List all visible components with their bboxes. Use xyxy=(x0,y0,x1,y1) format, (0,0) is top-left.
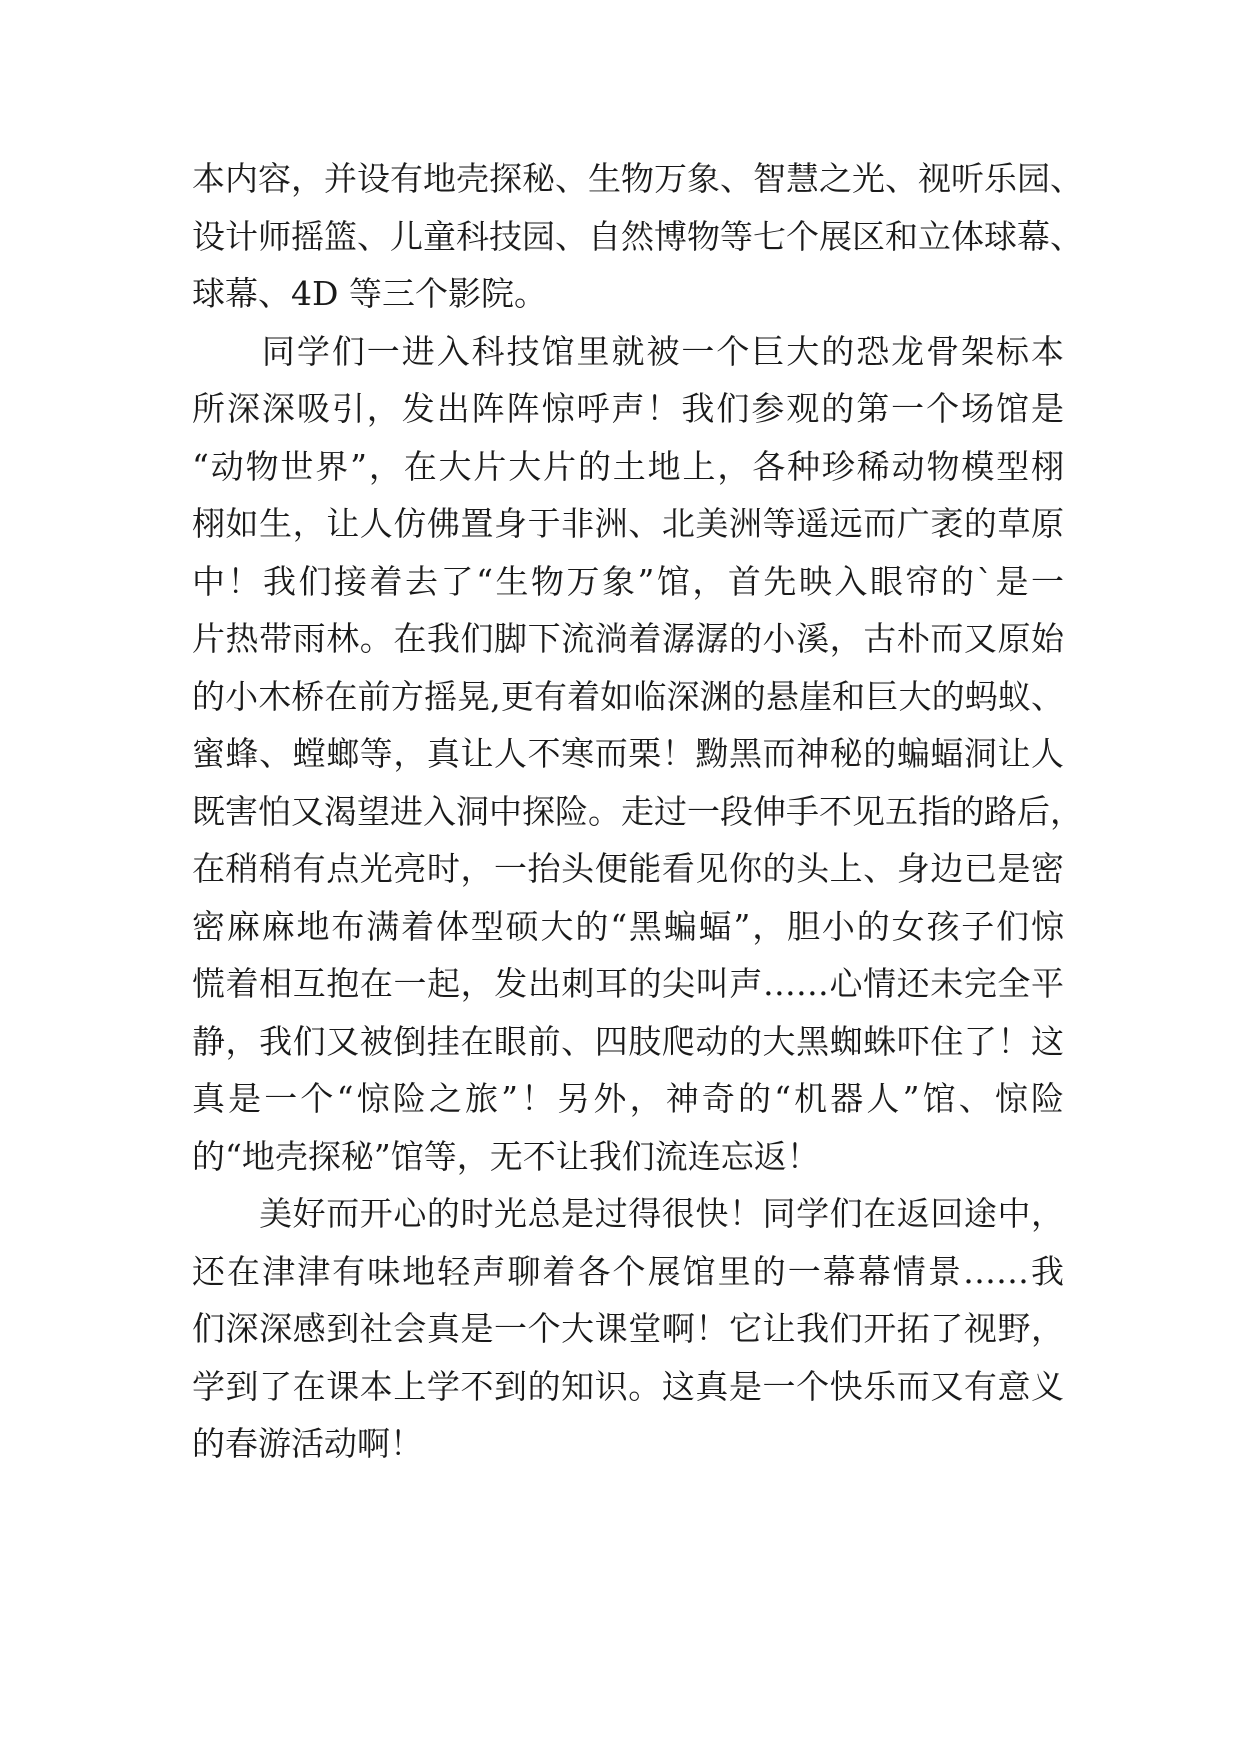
text-line: 片热带雨林。在我们脚下流淌着潺潺的小溪，古朴而又原始 xyxy=(192,619,1064,658)
text-line: 的“地壳探秘”馆等，无不让我们流连忘返！ xyxy=(192,1136,820,1176)
text-line: 设计师摇篮、儿童科技园、自然博物等七个展区和立体球幕、 xyxy=(192,216,1083,256)
text-line: 中！我们接着去了“生物万象”馆，首先映入眼帘的`是一 xyxy=(192,561,1064,601)
text-line: 同学们一进入科技馆里就被一个巨大的恐龙骨架标本 xyxy=(192,331,1064,371)
text-line: 慌着相互抱在一起，发出刺耳的尖叫声……心情还未完全平 xyxy=(192,964,1064,1003)
text-line: 们深深感到社会真是一个大课堂啊！它让我们开拓了视野， xyxy=(192,1309,1064,1348)
text-line: 学到了在课本上学不到的知识。这真是一个快乐而又有意义 xyxy=(192,1366,1064,1406)
text-line: 的春游活动啊！ xyxy=(192,1424,423,1463)
text-line: 密麻麻地布满着体型硕大的“黑蝙蝠”，胆小的女孩子们惊 xyxy=(192,906,1064,946)
text-line: 本内容，并设有地壳探秘、生物万象、智慧之光、视听乐园、 xyxy=(192,159,1083,198)
text-line: “动物世界”，在大片大片的土地上，各种珍稀动物模型栩 xyxy=(192,446,1064,486)
text-line: 所深深吸引，发出阵阵惊呼声！我们参观的第一个场馆是 xyxy=(192,389,1064,428)
text-line: 的小木桥在前方摇晃,更有着如临深渊的悬崖和巨大的蚂蚁、 xyxy=(192,676,1064,716)
text-line: 既害怕又渴望进入洞中探险。走过一段伸手不见五指的路后， xyxy=(192,791,1083,831)
text-line: 在稍稍有点光亮时，一抬头便能看见你的头上、身边已是密 xyxy=(192,849,1064,888)
text-line: 美好而开心的时光总是过得很快！同学们在返回途中， xyxy=(192,1194,1064,1233)
text-line: 蜜蜂、螳螂等，真让人不寒而栗！黝黑而神秘的蝙蝠洞让人 xyxy=(192,734,1064,773)
text-line: 真是一个“惊险之旅”！另外，神奇的“机器人”馆、惊险 xyxy=(192,1079,1064,1118)
body-text xyxy=(192,150,1083,1473)
text-line: 静，我们又被倒挂在眼前、四肢爬动的大黑蜘蛛吓住了！这 xyxy=(192,1021,1064,1061)
text-line: 栩如生，让人仿佛置身于非洲、北美洲等遥远而广袤的草原 xyxy=(192,504,1064,543)
text-line: 还在津津有味地轻声聊着各个展馆里的一幕幕情景……我 xyxy=(192,1251,1064,1291)
text-line: 球幕、4D 等三个影院。 xyxy=(192,274,547,313)
